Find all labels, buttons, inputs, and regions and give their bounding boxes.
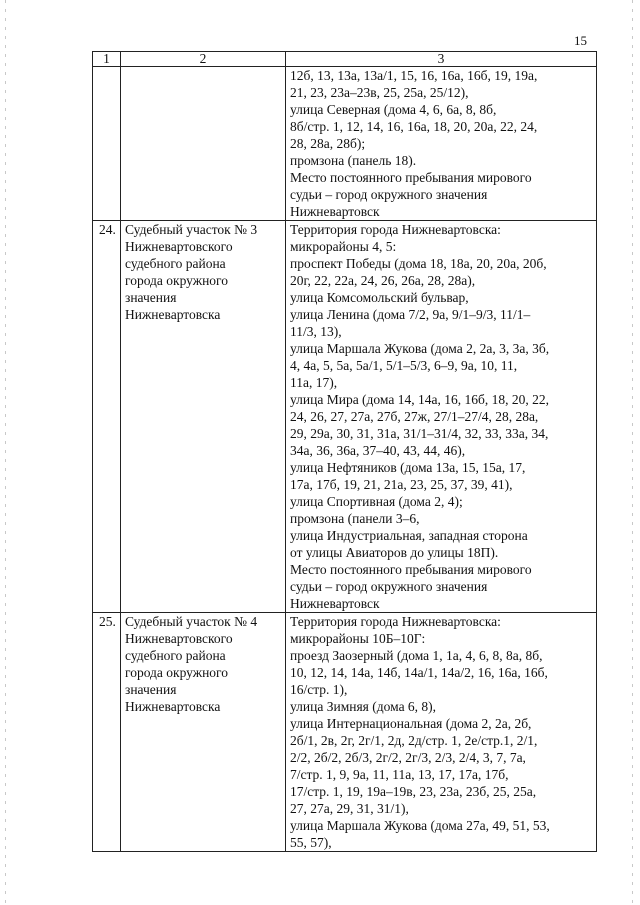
table-body bbox=[93, 67, 597, 852]
court-name-line: Нижневартовского bbox=[125, 631, 233, 646]
row-number: 25. bbox=[93, 613, 121, 852]
territory-line: промзона (панели 3–6, bbox=[290, 511, 420, 526]
territory-line: 11/3, 13), bbox=[290, 324, 342, 339]
territory-line: 10, 12, 14, 14а, 14б, 14а/1, 14а/2, 16, 16а, 16б, bbox=[290, 665, 548, 680]
territory-line: Место постоянного пребывания мирового bbox=[290, 170, 532, 185]
page-number: 15 bbox=[574, 33, 587, 48]
court-name-line: Нижневартовска bbox=[125, 307, 221, 322]
court-name-line: судебного района bbox=[125, 256, 226, 271]
territory-line: Нижневартовск bbox=[290, 204, 380, 219]
scan-edge-left bbox=[5, 0, 6, 905]
territory-line: улица Комсомольский бульвар, bbox=[290, 290, 469, 305]
court-name-line: Нижневартовского bbox=[125, 239, 233, 254]
header-col-3: 3 bbox=[286, 52, 597, 67]
court-name-line: Судебный участок № 3 bbox=[125, 222, 258, 237]
header-col-1: 1 bbox=[93, 52, 121, 67]
court-name-cell bbox=[121, 67, 286, 221]
court-name-line: города окружного bbox=[125, 273, 229, 288]
territory-cell bbox=[286, 67, 597, 221]
territory-line: проезд Заозерный (дома 1, 1а, 4, 6, 8, 8а, 8б, bbox=[290, 648, 543, 663]
territory-line: 20г, 22, 22а, 24, 26, 26а, 28, 28а), bbox=[290, 273, 476, 288]
territory-line: 21, 23, 23а–23в, 25, 25а, 25/12), bbox=[290, 85, 469, 100]
table-header-row bbox=[93, 52, 597, 67]
row-number: 24. bbox=[93, 221, 121, 613]
territory-line: 12б, 13, 13а, 13а/1, 15, 16, 16а, 16б, 19, 19а, bbox=[290, 68, 538, 83]
territory-line: 24, 26, 27, 27а, 27б, 27ж, 27/1–27/4, 28, 28а, bbox=[290, 409, 539, 424]
territory-line: улица Нефтяников (дома 13а, 15, 15а, 17, bbox=[290, 460, 526, 475]
territory-line: микрорайоны 4, 5: bbox=[290, 239, 397, 254]
court-name-cell bbox=[121, 221, 286, 613]
territory-line: 7/стр. 1, 9, 9а, 11, 11а, 13, 17, 17а, 17б, bbox=[290, 767, 509, 782]
territory-line: улица Северная (дома 4, 6, 6а, 8, 8б, bbox=[290, 102, 497, 117]
territory-line: 11а, 17), bbox=[290, 375, 338, 390]
scan-edge-right bbox=[632, 0, 633, 905]
territory-line: Нижневартовск bbox=[290, 596, 380, 611]
territory-line: судьи – город окружного значения bbox=[290, 579, 488, 594]
table-row bbox=[93, 613, 597, 852]
territory-line: 17а, 17б, 19, 21, 21а, 23, 25, 37, 39, 41), bbox=[290, 477, 513, 492]
table-row bbox=[93, 67, 597, 221]
court-districts-table bbox=[92, 51, 597, 852]
court-name-cell bbox=[121, 613, 286, 852]
header-col-2: 2 bbox=[121, 52, 286, 67]
territory-line: промзона (панель 18). bbox=[290, 153, 417, 168]
territory-cell bbox=[286, 221, 597, 613]
territory-line: Место постоянного пребывания мирового bbox=[290, 562, 532, 577]
territory-line: 28, 28а, 28б); bbox=[290, 136, 366, 151]
territory-line: 16/стр. 1), bbox=[290, 682, 348, 697]
territory-line: 34а, 36, 36а, 37–40, 43, 44, 46), bbox=[290, 443, 466, 458]
territory-line: Территория города Нижневартовска: bbox=[290, 614, 501, 629]
court-name-line: значения bbox=[125, 290, 177, 305]
territory-line: улица Индустриальная, западная сторона bbox=[290, 528, 528, 543]
court-name-line: значения bbox=[125, 682, 177, 697]
row-number bbox=[93, 67, 121, 221]
territory-line: улица Зимняя (дома 6, 8), bbox=[290, 699, 437, 714]
territory-line: 27, 27а, 29, 31, 31/1), bbox=[290, 801, 409, 816]
table-row bbox=[93, 221, 597, 613]
territory-line: улица Маршала Жукова (дома 27а, 49, 51, 53, bbox=[290, 818, 550, 833]
court-name-line: судебного района bbox=[125, 648, 226, 663]
territory-line: улица Ленина (дома 7/2, 9а, 9/1–9/3, 11/1– bbox=[290, 307, 531, 322]
territory-line: улица Мира (дома 14, 14а, 16, 16б, 18, 20, 22, bbox=[290, 392, 549, 407]
territory-line: улица Маршала Жукова (дома 2, 2а, 3, 3а, 3б, bbox=[290, 341, 550, 356]
territory-line: Территория города Нижневартовска: bbox=[290, 222, 501, 237]
court-name-line: города окружного bbox=[125, 665, 229, 680]
territory-line: улица Интернациональная (дома 2, 2а, 2б, bbox=[290, 716, 532, 731]
territory-cell bbox=[286, 613, 597, 852]
territory-line: от улицы Авиаторов до улицы 18П). bbox=[290, 545, 499, 560]
territory-line: 4, 4а, 5, 5а, 5а/1, 5/1–5/3, 6–9, 9а, 10, 11, bbox=[290, 358, 518, 373]
territory-line: 2/2, 2б/2, 2б/3, 2г/2, 2г/3, 2/3, 2/4, 3, 7, 7а, bbox=[290, 750, 526, 765]
territory-line: 2б/1, 2в, 2г, 2г/1, 2д, 2д/стр. 1, 2е/стр.1, 2/1, bbox=[290, 733, 538, 748]
court-name-line: Судебный участок № 4 bbox=[125, 614, 258, 629]
territory-line: 55, 57), bbox=[290, 835, 332, 850]
territory-line: 29, 29а, 30, 31, 31а, 31/1–31/4, 32, 33, 33а, 34, bbox=[290, 426, 549, 441]
territory-line: проспект Победы (дома 18, 18а, 20, 20а, 20б, bbox=[290, 256, 547, 271]
territory-line: микрорайоны 10Б–10Г: bbox=[290, 631, 426, 646]
territory-line: улица Спортивная (дома 2, 4); bbox=[290, 494, 463, 509]
court-name-line: Нижневартовска bbox=[125, 699, 221, 714]
territory-line: судьи – город окружного значения bbox=[290, 187, 488, 202]
territory-line: 8б/стр. 1, 12, 14, 16, 16а, 18, 20, 20а, 22, 24, bbox=[290, 119, 538, 134]
territory-line: 17/стр. 1, 19, 19а–19в, 23, 23а, 23б, 25, 25а, bbox=[290, 784, 537, 799]
